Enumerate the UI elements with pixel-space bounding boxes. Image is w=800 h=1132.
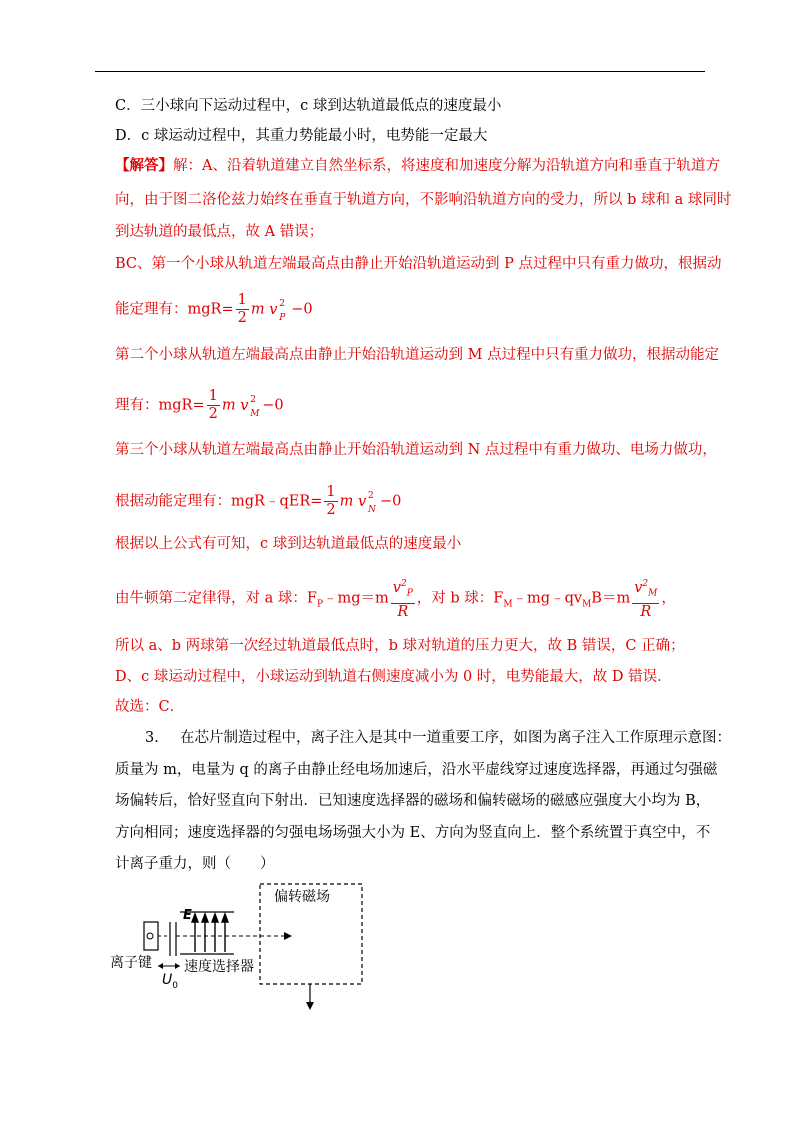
question-line-1: 在芯片制造过程中，离子注入是其中一道重要工序，如图为离子注入工作原理示意图： xyxy=(180,730,731,746)
newton-equations xyxy=(115,576,676,621)
selector-label: 速度选择器 xyxy=(184,959,254,975)
exit-arrow xyxy=(306,1002,314,1010)
fraction-den: 2 xyxy=(326,502,336,518)
vp-sub: P xyxy=(406,588,413,599)
fraction-r: R xyxy=(640,603,652,620)
fraction-num: 1 xyxy=(326,484,336,500)
symbol-v-sup: 2 xyxy=(367,490,374,501)
symbol-v-sup: 2 xyxy=(279,298,285,309)
newton-b-v-sub: M xyxy=(582,599,592,610)
solution-line-1 xyxy=(115,156,720,176)
u0-arrow-right xyxy=(175,963,180,969)
symbol-v-letter: v xyxy=(357,493,367,510)
solution-tag: 【解答】 xyxy=(115,157,173,174)
solution-line-10: 根据以上公式有可知，c 球到达轨道最低点的速度最小 xyxy=(115,536,462,552)
fraction-num: 1 xyxy=(237,292,247,308)
fraction-den: 2 xyxy=(208,406,218,422)
u0-sub: 0 xyxy=(172,980,178,991)
half-fraction xyxy=(324,484,337,519)
fraction-vm-r xyxy=(632,576,659,621)
fraction-vp-r xyxy=(391,576,415,621)
equation-p-prefix: 能定理有：mgR= xyxy=(115,301,234,318)
equation-m-prefix: 理有：mgR= xyxy=(115,397,205,414)
fraction-vm xyxy=(632,576,659,604)
question-line-3: 场偏转后，恰好竖直向下射出．已知速度选择器的磁场和偏转磁场的磁感应强度大小均为 B， xyxy=(115,793,711,809)
u0-letter: U xyxy=(162,972,173,988)
symbol-v-sub: P xyxy=(279,312,286,323)
e-field-label: E xyxy=(183,908,192,923)
vp-sup: 2 xyxy=(400,579,407,589)
solution-line-12: 所以 a、b 两球第一次经过轨道最低点时，b 球对轨道的压力更大，故 B 错误，C 正确； xyxy=(115,638,685,654)
half-fraction xyxy=(236,292,249,327)
diagram-drawing xyxy=(110,872,370,1022)
question-line-2: 质量为 m，电量为 q 的离子由静止经电场加速后，沿水平虚线穿过速度选择器，再通过匀强磁 xyxy=(115,762,718,778)
newton-a-sub: P xyxy=(316,599,323,610)
symbol-v xyxy=(269,298,286,323)
fraction-den: 2 xyxy=(237,310,247,326)
ion-source-dot xyxy=(147,933,153,939)
u0-label xyxy=(162,972,178,991)
solution-line-4: BC、第一个小球从轨道左端最高点由静止开始沿轨道运动到 P 点过程中只有重力做功，根据动 xyxy=(115,256,722,272)
symbol-v-letter: v xyxy=(240,397,249,414)
equation-minus0: −0 xyxy=(380,493,402,510)
solution-line-2: 向，由于图二洛伦兹力始终在垂直于轨道方向，不影响沿轨道方向的受力，所以 b 球和 a 球同时 xyxy=(115,192,732,208)
newton-b-sub: M xyxy=(503,599,513,610)
magnetic-field-label: 偏转磁场 xyxy=(274,889,330,905)
equation-m xyxy=(115,388,284,423)
newton-b-eq: ﹣mg﹣qv xyxy=(512,590,583,607)
solution-intro: 解：A、沿着轨道建立自然坐标系，将速度和加速度分解为沿轨道方向和垂直于轨道方 xyxy=(173,158,720,174)
fraction-r: R xyxy=(397,603,409,620)
question-line-5: 计离子重力，则（ ） xyxy=(115,856,275,872)
solution-line-13: D、c 球运动过程中，小球运动到轨道右侧速度减小为 0 时，电势能最大，故 D 错误． xyxy=(115,669,672,685)
vm-letter: v xyxy=(634,579,643,596)
ion-injection-diagram xyxy=(110,872,370,1022)
solution-answer: 故选：C． xyxy=(115,699,185,715)
vm-sup: 2 xyxy=(642,579,649,589)
solution-line-3: 到达轨道的最低点，故 A 错误； xyxy=(115,224,324,240)
symbol-m: m xyxy=(250,301,265,318)
symbol-v-sub: N xyxy=(367,504,376,515)
header-rule xyxy=(95,71,705,72)
newton-b-label: ，对 b 球：F xyxy=(416,590,504,607)
question-line-4: 方向相同；速度选择器的匀强电场场强大小为 E、方向为竖直向上．整个系统置于真空中，不 xyxy=(115,825,711,841)
symbol-v-sub: M xyxy=(250,408,260,419)
solution-line-6: 第二个小球从轨道左端最高点由静止开始沿轨道运动到 M 点过程中只有重力做功，根据动能定 xyxy=(115,347,720,363)
fraction-vp xyxy=(391,576,415,604)
symbol-m: m xyxy=(339,493,354,510)
vp-letter: v xyxy=(392,579,401,596)
symbol-v-sup: 2 xyxy=(250,394,256,405)
vm-sub: M xyxy=(648,588,658,599)
ion-path-arrow xyxy=(284,932,292,940)
symbol-v xyxy=(357,490,376,515)
symbol-v xyxy=(240,394,260,419)
fraction-num: 1 xyxy=(208,388,218,404)
equation-minus0: −0 xyxy=(291,301,313,318)
ion-gun-box xyxy=(144,922,158,950)
newton-end: ， xyxy=(661,590,676,607)
option-c: C．三小球向下运动过程中，c 球到达轨道最低点的速度最小 xyxy=(115,98,502,114)
half-fraction xyxy=(207,388,220,423)
equation-p xyxy=(115,292,313,327)
newton-b-eq2: B＝m xyxy=(591,590,631,607)
symbol-m: m xyxy=(221,397,236,414)
equation-minus0: −0 xyxy=(262,397,284,414)
option-d: D．c 球运动过程中，其重力势能最小时，电势能一定最大 xyxy=(115,128,488,144)
newton-a-eq: ﹣mg＝m xyxy=(323,590,389,607)
equation-n xyxy=(115,484,401,519)
solution-line-8: 第三个小球从轨道左端最高点由静止开始沿轨道运动到 N 点过程中有重力做功、电场力做功， xyxy=(115,442,717,458)
newton-a-label: 由牛顿第二定律得，对 a 球：F xyxy=(115,590,317,607)
ion-gun-label: 离子键 xyxy=(110,955,152,971)
question-number: 3. xyxy=(145,730,159,746)
u0-arrow-left xyxy=(158,963,163,969)
field-arrows xyxy=(192,914,228,952)
symbol-v-letter: v xyxy=(269,301,278,318)
equation-n-prefix: 根据动能定理有：mgR﹣qER= xyxy=(115,493,323,510)
